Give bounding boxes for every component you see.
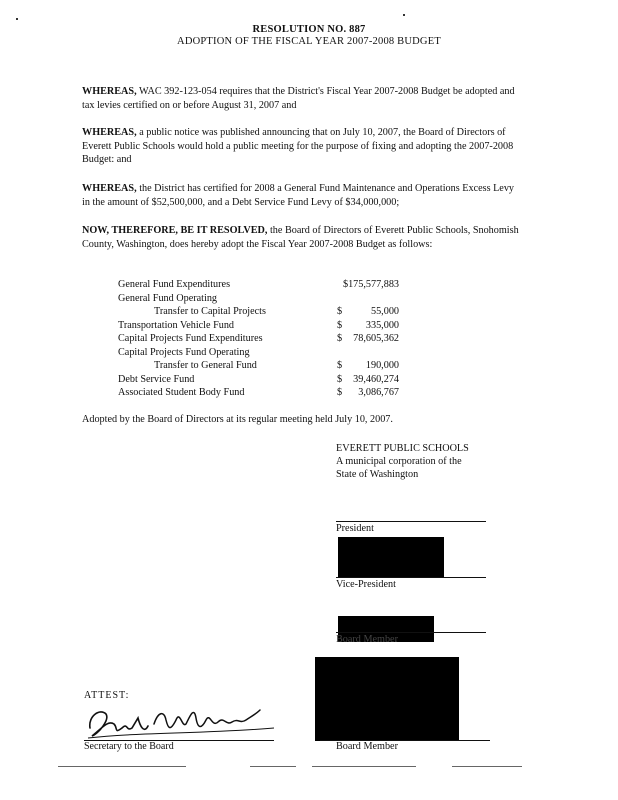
president-signature-line [336,521,486,522]
budget-row [118,305,418,319]
resolved-paragraph [82,224,522,251]
budget-row [118,332,418,346]
vice-president-label: Vice-President [336,579,396,590]
board-member-label: Board Member [336,741,398,752]
paragraph-text: a public notice was published announcing that on July 10, 2007, the Board of Directors of Everett Public Schools would hold a public meeting for the purpose of fixing and adopting the 2007-2008 Budget: and [82,127,514,165]
attest-label: ATTEST: [84,690,130,701]
scan-artifact [312,766,416,767]
board-member-label: Board Member [336,634,398,645]
budget-label: General Fund Expenditures [118,279,231,290]
budget-amount: 190,000 [365,360,399,371]
budget-amount: $175,577,883 [342,279,399,290]
paragraph-lead: WHEREAS, [82,127,137,138]
budget-label: General Fund Operating [118,292,218,304]
budget-amount: 39,460,274 [353,373,399,385]
budget-label: Transfer to General Fund [154,360,257,371]
paragraph-text: the District has certified for 2008 a General Fund Maintenance and Operations Excess Levy in the amount of $52,500,000, and a Debt Service Fund Levy of $34,000,000; [82,183,515,208]
paragraph-lead: WHEREAS, [82,86,137,97]
budget-label: Transfer to Capital Projects [154,306,266,317]
budget-row [118,292,418,306]
president-label: President [336,523,374,534]
redaction-box [338,537,444,577]
budget-dollar-sign: $ [337,373,343,385]
board-member-signature-line [336,632,486,633]
budget-label: Debt Service Fund [118,373,195,385]
organization-name: EVERETT PUBLIC SCHOOLS [336,443,469,454]
paragraph-text: the Board of Directors of Everett Public Schools, Snohomish County, Washington, does hereby adopt the Fiscal Year 2007-2008 Budget as follows: [82,225,519,250]
paragraph-lead: NOW, THEREFORE, BE IT RESOLVED, [82,225,268,236]
organization-line-2: A municipal corporation of the [336,456,462,467]
whereas-paragraph-2 [82,126,522,167]
redaction-box [315,657,459,741]
scan-artifact [452,766,522,767]
organization-block [336,442,469,481]
budget-dollar-sign: $ [337,319,343,331]
budget-label: Capital Projects Fund Operating [118,346,250,358]
adoption-statement: Adopted by the Board of Directors at its regular meeting held July 10, 2007. [82,414,393,425]
budget-amount: 335,000 [365,319,399,331]
budget-amount: 78,605,362 [353,333,399,344]
budget-dollar-sign: $ [337,387,343,398]
budget-label: Capital Projects Fund Expenditures [118,333,263,344]
scan-artifact [16,18,18,20]
budget-row [118,359,418,373]
whereas-paragraph-1 [82,85,522,112]
vice-president-signature-line [336,577,486,578]
budget-row [118,386,418,400]
resolution-number: RESOLUTION NO. 887 [252,24,366,35]
handwritten-signature [84,698,284,744]
scan-artifact [403,14,405,16]
budget-row [118,278,418,292]
budget-dollar-sign: $ [337,333,343,344]
resolution-subject: ADOPTION OF THE FISCAL YEAR 2007-2008 BUDGET [177,36,441,47]
paragraph-text: WAC 392-123-054 requires that the District's Fiscal Year 2007-2008 Budget be adopted and tax levies certified on or before August 31, 2007 and [82,86,515,111]
budget-amount: 55,000 [370,306,399,317]
scan-artifact [58,766,186,767]
budget-row [118,346,418,360]
organization-line-3: State of Washington [336,469,419,480]
document-title [0,24,618,48]
budget-table [118,278,418,400]
secretary-label: Secretary to the Board [84,741,174,752]
budget-label: Associated Student Body Fund [118,387,245,398]
budget-label: Transportation Vehicle Fund [118,319,235,331]
paragraph-lead: WHEREAS, [82,183,137,194]
scan-artifact [250,766,296,767]
whereas-paragraph-3 [82,182,522,209]
budget-dollar-sign: $ [337,360,343,371]
budget-amount: 3,086,767 [358,387,399,398]
budget-dollar-sign: $ [337,306,343,317]
budget-row [118,373,418,387]
budget-row [118,319,418,333]
